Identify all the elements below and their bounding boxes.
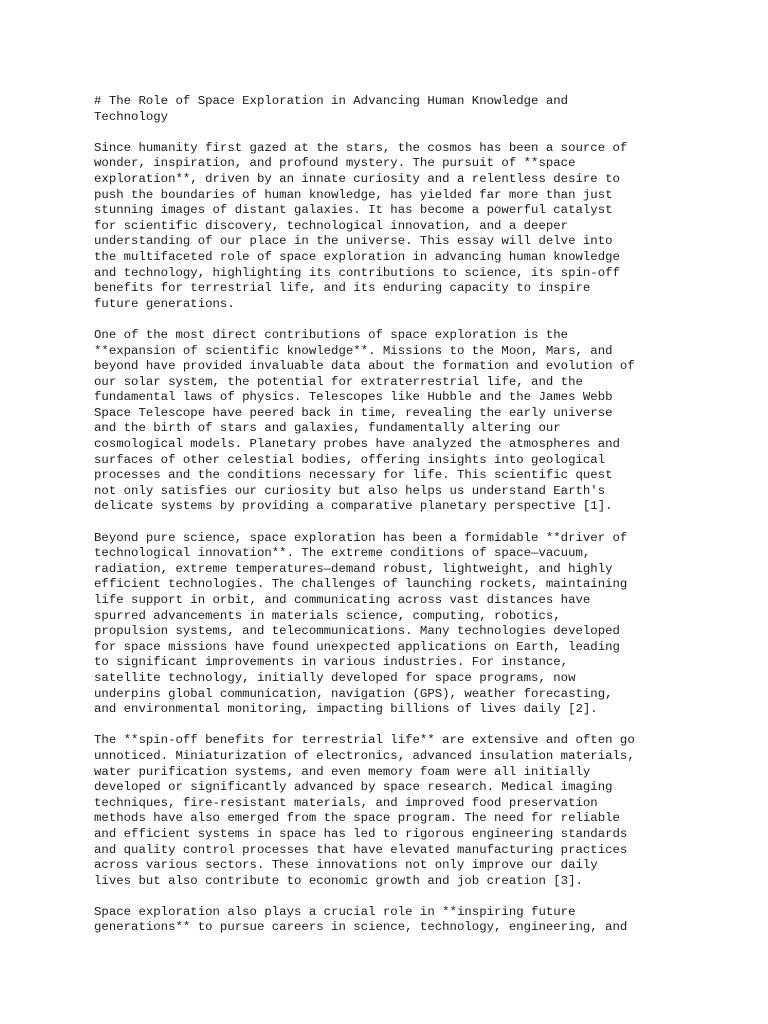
text-line: to significant improvements in various industries. For instance,	[94, 655, 569, 670]
text-line: satellite technology, initially developed for space programs, now	[94, 670, 576, 685]
text-line: surfaces of other celestial bodies, offering insights into geological	[94, 452, 606, 467]
text-line: stunning images of distant galaxies. It has become a powerful catalyst	[94, 203, 613, 218]
text-line: propulsion systems, and telecommunications. Many technologies developed	[94, 624, 620, 639]
paragraph-spin-off-benefits	[94, 733, 684, 889]
text-line: life support in orbit, and communicating across vast distances have	[94, 593, 591, 607]
text-line: delicate systems by providing a comparative planetary perspective [1].	[94, 499, 613, 514]
text-line: for scientific discovery, technological innovation, and a deeper	[94, 218, 569, 233]
text-line: spurred advancements in materials science, computing, robotics,	[94, 608, 561, 623]
text-line: benefits for terrestrial life, and its enduring capacity to inspire	[94, 281, 591, 296]
document-page	[94, 94, 684, 952]
text-line: not only satisfies our curiosity but also helps us understand Earth's	[94, 483, 606, 498]
text-line: Space Telescope have peered back in time, revealing the early universe	[94, 405, 613, 420]
text-line: understanding of our place in the universe. This essay will delve into	[94, 234, 613, 249]
text-line: and quality control processes that have elevated manufacturing practices	[94, 842, 628, 857]
text-line: # The Role of Space Exploration in Advancing Human Knowledge and	[94, 94, 569, 108]
paragraph-inspiring-generations	[94, 905, 684, 936]
text-line: water purification systems, and even memory foam were all initially	[94, 764, 591, 779]
text-line: fundamental laws of physics. Telescopes like Hubble and the James Webb	[94, 390, 613, 405]
text-line: technological innovation**. The extreme conditions of space—vacuum,	[94, 546, 591, 561]
text-line: processes and the conditions necessary for life. This scientific quest	[94, 468, 613, 483]
text-line: and technology, highlighting its contributions to science, its spin-off	[94, 265, 620, 280]
paragraph-scientific-knowledge	[94, 328, 684, 515]
text-line: Technology	[94, 109, 169, 124]
text-line: **expansion of scientific knowledge**. Missions to the Moon, Mars, and	[94, 343, 613, 358]
text-line: Beyond pure science, space exploration has been a formidable **driver of	[94, 530, 628, 545]
text-line: radiation, extreme temperatures—demand robust, lightweight, and highly	[94, 561, 613, 576]
text-line: One of the most direct contributions of space exploration is the	[94, 327, 569, 342]
text-line: for space missions have found unexpected applications on Earth, leading	[94, 639, 620, 654]
paragraph-intro	[94, 141, 684, 313]
text-line: and efficient systems in space has led to rigorous engineering standards	[94, 826, 628, 841]
document-title	[94, 94, 684, 125]
text-line: The **spin-off benefits for terrestrial life** are extensive and often go	[94, 733, 635, 748]
text-line: methods have also emerged from the space program. The need for reliable	[94, 811, 620, 826]
text-line: developed or significantly advanced by space research. Medical imaging	[94, 780, 613, 795]
text-line: underpins global communication, navigation (GPS), weather forecasting,	[94, 686, 613, 701]
text-line: lives but also contribute to economic growth and job creation [3].	[94, 873, 583, 888]
text-line: unnoticed. Miniaturization of electronics, advanced insulation materials,	[94, 748, 635, 763]
text-line: push the boundaries of human knowledge, has yielded far more than just	[94, 187, 613, 202]
text-line: efficient technologies. The challenges of launching rockets, maintaining	[94, 577, 628, 592]
text-line: beyond have provided invaluable data about the formation and evolution of	[94, 359, 635, 374]
text-line: wonder, inspiration, and profound mystery. The pursuit of **space	[94, 156, 576, 171]
text-line: cosmological models. Planetary probes have analyzed the atmospheres and	[94, 437, 620, 452]
text-line: the multifaceted role of space exploration in advancing human knowledge	[94, 249, 620, 264]
text-line: and environmental monitoring, impacting billions of lives daily [2].	[94, 702, 598, 717]
text-line: Space exploration also plays a crucial role in **inspiring future	[94, 904, 576, 919]
text-line: techniques, fire-resistant materials, and improved food preservation	[94, 795, 598, 810]
text-line: and the birth of stars and galaxies, fundamentally altering our	[94, 421, 561, 436]
paragraph-technological-innovation	[94, 531, 684, 718]
text-line: Since humanity first gazed at the stars, the cosmos has been a source of	[94, 140, 628, 155]
text-line: generations** to pursue careers in science, technology, engineering, and	[94, 920, 628, 935]
text-line: future generations.	[94, 296, 235, 311]
text-line: across various sectors. These innovations not only improve our daily	[94, 858, 598, 873]
text-line: exploration**, driven by an innate curiosity and a relentless desire to	[94, 171, 620, 186]
text-line: our solar system, the potential for extraterrestrial life, and the	[94, 374, 583, 389]
